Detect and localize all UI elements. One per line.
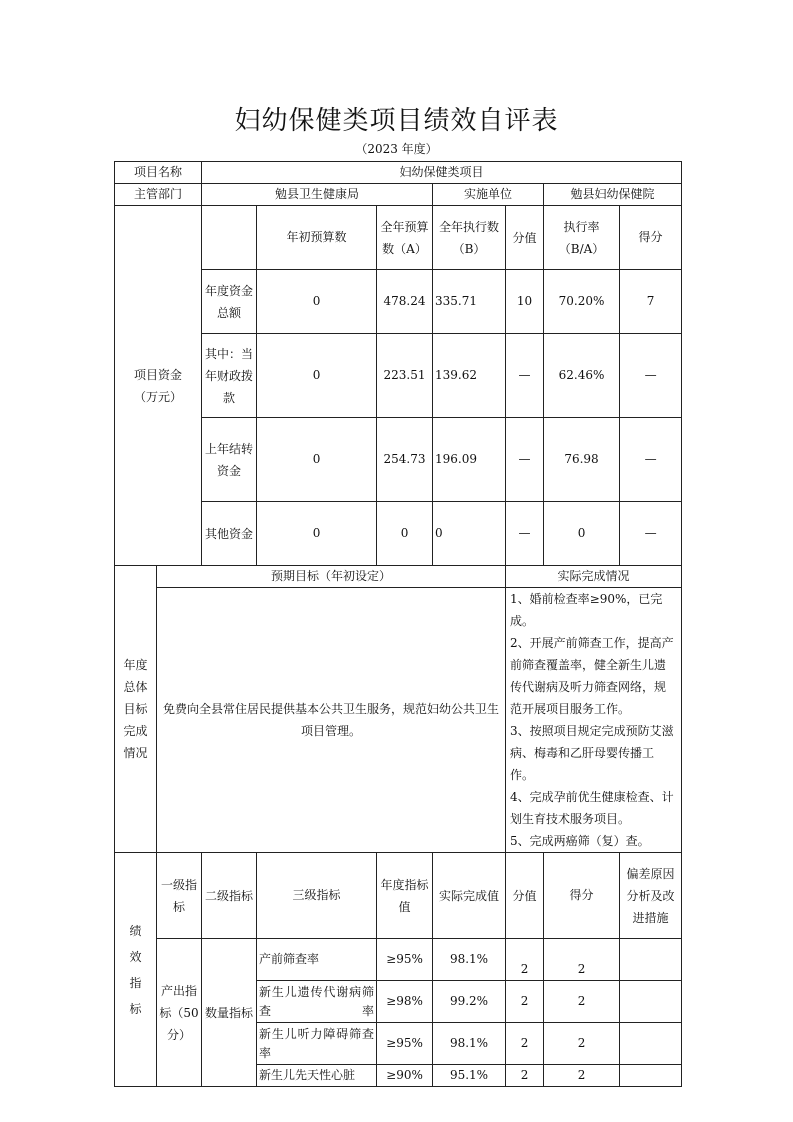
funds-row-score: — <box>620 418 682 502</box>
ind-row-name: 产前筛查率 <box>257 939 377 981</box>
goals-expected-value: 免费向全县常住居民提供基本公共卫生服务，规范妇幼公共卫生项目管理。 <box>163 702 500 738</box>
ind-header-target: 年度指标值 <box>377 853 433 939</box>
funds-row-score: 7 <box>620 270 682 334</box>
project-name-value: 妇幼保健类项目 <box>202 162 682 184</box>
goals-expected-text <box>157 588 506 853</box>
funds-header-budget: 全年预算数（A） <box>377 206 433 270</box>
ind-level2: 数量指标 <box>202 939 257 1087</box>
funds-row-initial: 0 <box>257 270 377 334</box>
goals-expected-header: 预期目标（年初设定） <box>157 566 506 588</box>
funds-row-score-value: — <box>506 418 544 502</box>
goals-actual-item: 2、开展产前筛查工作，提高产前筛查覆盖率，健全新生儿遗传代谢病及听力筛查网络，规范开展项目服务工作。 <box>510 636 674 716</box>
ind-row-score: 2 <box>544 1065 620 1087</box>
funds-row-initial: 0 <box>257 334 377 418</box>
page-title: 妇幼保健类项目绩效自评表 <box>234 106 559 136</box>
funds-header-row <box>115 206 682 270</box>
funds-header-rate: 执行率（B/A） <box>544 206 620 270</box>
funds-row-executed: 0 <box>433 502 506 566</box>
funds-section-text: 项目资金（万元） <box>133 367 182 404</box>
page-subtitle: （2023 年度） <box>355 142 438 156</box>
funds-row-rate: 0 <box>544 502 620 566</box>
funds-row-rate: 62.46% <box>544 334 620 418</box>
ind-row-score-value: 2 <box>506 981 544 1023</box>
goals-actual-item: 4、完成孕前优生健康检查、计划生育技术服务项目。 <box>510 790 674 826</box>
funds-row-score-value: — <box>506 502 544 566</box>
funds-header-score-value: 分值 <box>506 206 544 270</box>
goals-actual-item: 3、按照项目规定完成预防艾滋病、梅毒和乙肝母婴传播工作。 <box>510 724 674 782</box>
ind-row-actual: 99.2% <box>433 981 506 1023</box>
funds-row-score: — <box>620 334 682 418</box>
ind-row-target: ≥95% <box>377 939 433 981</box>
goals-header-row <box>115 566 682 588</box>
ind-row-score-value: 2 <box>506 1065 544 1087</box>
ind-level1: 产出指标（50分） <box>157 939 202 1087</box>
ind-row-target: ≥95% <box>377 1023 433 1065</box>
ind-row-score-value: 2 <box>506 939 544 981</box>
funds-row-executed: 196.09 <box>433 418 506 502</box>
project-name-row <box>115 162 682 184</box>
funds-row-score: — <box>620 502 682 566</box>
goals-actual-list <box>506 588 682 853</box>
ind-row-target: ≥98% <box>377 981 433 1023</box>
ind-row-actual: 98.1% <box>433 939 506 981</box>
ind-row-name: 新生儿遗传代谢病筛查率 <box>257 981 377 1023</box>
funds-row-score-value: — <box>506 334 544 418</box>
ind-row-actual: 95.1% <box>433 1065 506 1087</box>
ind-header-actual: 实际完成值 <box>433 853 506 939</box>
funds-row-budget: 0 <box>377 502 433 566</box>
ind-row-score-value: 2 <box>506 1023 544 1065</box>
ind-row-note <box>620 939 682 981</box>
ind-header-note: 偏差原因分析及改进措施 <box>620 853 682 939</box>
ind-row-name: 新生儿听力障碍筛查率 <box>257 1023 377 1065</box>
evaluation-table <box>114 161 682 1087</box>
funds-section-label <box>115 206 202 566</box>
funds-row-budget: 223.51 <box>377 334 433 418</box>
ind-row-target: ≥90% <box>377 1065 433 1087</box>
dept-value: 勉县卫生健康局 <box>202 184 433 206</box>
funds-row-label: 年度资金总额 <box>202 270 257 334</box>
funds-row-initial: 0 <box>257 418 377 502</box>
funds-header-score: 得分 <box>620 206 682 270</box>
ind-row-name: 新生儿先天性心脏 <box>257 1065 377 1087</box>
ind-header-score: 得分 <box>544 853 620 939</box>
ind-row-score: 2 <box>544 1023 620 1065</box>
funds-row-rate: 76.98 <box>544 418 620 502</box>
goals-actual-item: 5、完成两癌筛（复）查。 <box>510 834 650 848</box>
ind-row-note <box>620 981 682 1023</box>
impl-value: 勉县妇幼保健院 <box>544 184 682 206</box>
funds-row-initial: 0 <box>257 502 377 566</box>
department-row <box>115 184 682 206</box>
funds-row-label: 其中：当年财政拨款 <box>202 334 257 418</box>
ind-row-score: 2 <box>544 939 620 981</box>
funds-row-score-value: 10 <box>506 270 544 334</box>
funds-row-executed: 335.71 <box>433 270 506 334</box>
ind-row-score: 2 <box>544 981 620 1023</box>
ind-row-actual: 98.1% <box>433 1023 506 1065</box>
ind-row-note <box>620 1023 682 1065</box>
funds-row-label: 上年结转资金 <box>202 418 257 502</box>
funds-row-executed: 139.62 <box>433 334 506 418</box>
goals-actual-item: 1、婚前检查率≥90%，已完成。 <box>510 592 663 628</box>
evaluation-table-wrap <box>114 161 681 1087</box>
funds-header-blank <box>202 206 257 270</box>
indicators-section-label <box>115 853 157 1087</box>
funds-header-executed: 全年执行数（B） <box>433 206 506 270</box>
indicator-row <box>115 939 682 981</box>
indicators-header-row <box>115 853 682 939</box>
goals-content-row <box>115 588 682 853</box>
impl-label: 实施单位 <box>433 184 544 206</box>
dept-label: 主管部门 <box>115 184 202 206</box>
funds-row-budget: 478.24 <box>377 270 433 334</box>
ind-header-level2: 二级指标 <box>202 853 257 939</box>
funds-row-budget: 254.73 <box>377 418 433 502</box>
ind-header-level1: 一级指标 <box>157 853 202 939</box>
project-name-label: 项目名称 <box>115 162 202 184</box>
indicators-section-text: 绩效指标 <box>129 923 142 1016</box>
ind-header-score-value: 分值 <box>506 853 544 939</box>
funds-row-label: 其他资金 <box>202 502 257 566</box>
ind-row-note <box>620 1065 682 1087</box>
goals-actual-header: 实际完成情况 <box>506 566 682 588</box>
funds-header-initial: 年初预算数 <box>257 206 377 270</box>
goals-section-text: 年度总体目标完成情况 <box>123 658 148 760</box>
ind-header-level3: 三级指标 <box>257 853 377 939</box>
funds-row-rate: 70.20% <box>544 270 620 334</box>
goals-section-label <box>115 566 157 853</box>
